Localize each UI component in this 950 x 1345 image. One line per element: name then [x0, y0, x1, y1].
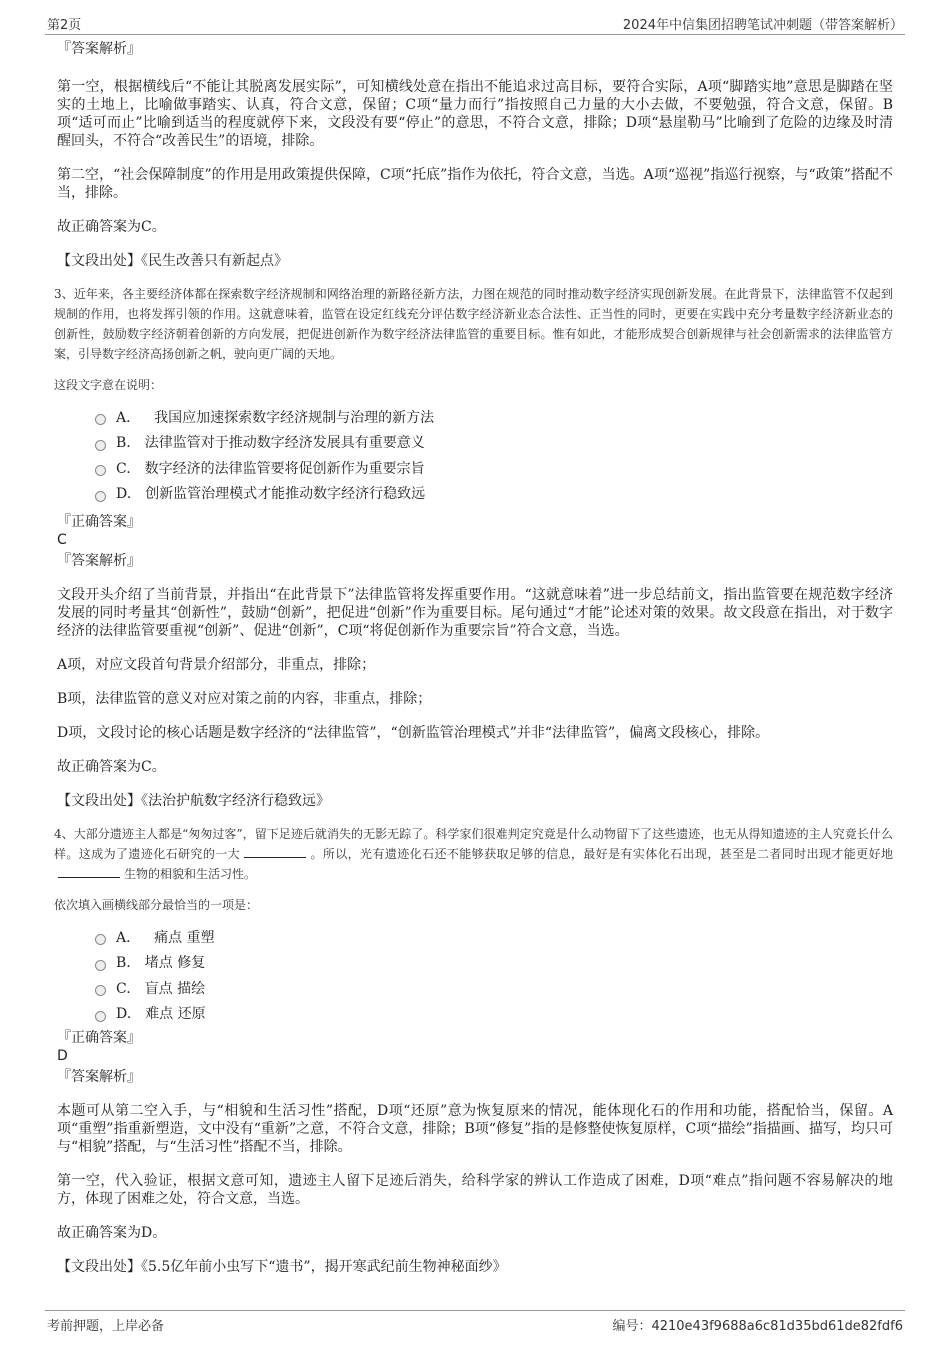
q3-analysis-para2: A项，对应文段首句背景介绍部分，非重点，排除； — [57, 657, 376, 673]
q3-stem: 3、近年来，各主要经济体都在探索数字经济规制和网络治理的新路径新方法，力图在规范的同时推动数字经济实现创新发展。在此背景下，法律监管不仅起到规制的作用，也将发挥引领的作用。这就意味着，监管在设定红线充分评估数字经济新业态合法性、正当性的同时，更要在实践中充分考量数字经济新业态的创新性，鼓励数字经济朝着创新的方向发展，把促进创新作为数字经济法律监管的重要目标。惟有如此，才能形成契合创新规律与社会创新需求的法律监管方案，引导数字经济高扬创新之帆，驶向更广阔的天地。 — [54, 287, 893, 361]
q3-answer-label: 『正确答案』 — [57, 514, 141, 530]
q3-option-a[interactable]: A． 我国应加速探索数字经济规制与治理的新方法 — [95, 405, 893, 431]
radio-icon[interactable] — [95, 985, 106, 996]
page-content — [54, 40, 893, 1290]
radio-icon[interactable] — [95, 440, 106, 451]
q2-analysis-para2: 第二空，“社会保障制度”的作用是用政策提供保障，C项“托底”指作为依托，符合文意，当选。A项“巡视”指巡行视察，与“政策”搭配不当，排除。 — [57, 167, 893, 201]
q4-options — [95, 925, 893, 1027]
q4-prompt: 依次填入画横线部分最恰当的一项是： — [54, 898, 259, 912]
q2-conclusion: 故正确答案为C。 — [57, 219, 166, 235]
q4-option-c[interactable]: C. 盲点 描绘 — [95, 976, 893, 1002]
q4-option-d[interactable]: D. 难点 还原 — [95, 1002, 893, 1028]
fill-blank-1 — [244, 845, 306, 858]
radio-icon[interactable] — [95, 934, 106, 945]
q3-answer: C — [57, 532, 67, 548]
page-number: 第2页 — [47, 18, 82, 33]
q3-source: 【文段出处】《法治护航数字经济行稳致远》 — [57, 793, 330, 809]
radio-icon[interactable] — [95, 960, 106, 971]
q3-analysis-para3: B项，法律监管的意义对应对策之前的内容，非重点，排除； — [57, 691, 432, 707]
page-footer — [45, 1310, 905, 1333]
q3-analysis-para4: D项，文段讨论的核心话题是数字经济的“法律监管”，“创新监管治理模式”并非“法律监管”，偏离文段核心，排除。 — [57, 725, 770, 741]
q3-option-b[interactable]: B. 法律监管对于推动数字经济发展具有重要意义 — [95, 431, 893, 457]
q3-analysis-para1: 文段开头介绍了当前背景，并指出“在此背景下”法律监管将发挥重要作用。“这就意味着”进一步总结前文，指出监管要在规范数字经济发展的同时考量其“创新性”，鼓励“创新”，把促进“创新”作为重要目标。尾句通过“才能”论述对策的效果。故文段意在指出，对于数字经济的法律监管要重视“创新”、促进“创新”，C项“将促创新作为重要宗旨”符合文意，当选。 — [57, 587, 893, 639]
q3-conclusion: 故正确答案为C。 — [57, 759, 166, 775]
q2-analysis-label: 『答案解析』 — [57, 41, 141, 57]
q4-answer-label: 『正确答案』 — [57, 1030, 141, 1046]
radio-icon[interactable] — [95, 465, 106, 476]
q3-option-d[interactable]: D. 创新监管治理模式才能推动数字经济行稳致远 — [95, 482, 893, 508]
q3-analysis-label: 『答案解析』 — [57, 553, 141, 569]
q4-analysis-label: 『答案解析』 — [57, 1069, 141, 1085]
q2-source: 【文段出处】《民生改善只有新起点》 — [57, 253, 288, 269]
footer-id: 编号：4210e43f9688a6c81d35bd61de82fdf6 — [612, 1319, 903, 1334]
page-header — [45, 14, 905, 35]
document-title: 2024年中信集团招聘笔试冲刺题（带答案解析） — [622, 18, 903, 33]
q4-analysis-para2: 第一空，代入验证，根据文意可知，遗迹主人留下足迹后消失，给科学家的辨认工作造成了困难，D项“难点”指问题不容易解决的地方，体现了困难之处，符合文意，当选。 — [57, 1173, 893, 1207]
footer-slogan: 考前押题，上岸必备 — [47, 1319, 165, 1334]
q4-conclusion: 故正确答案为D。 — [57, 1225, 167, 1241]
q2-analysis-para1: 第一空，根据横线后“不能让其脱离发展实际”，可知横线处意在指出不能追求过高目标，要符合实际，A项“脚踏实地”意思是脚踏在坚实的土地上，比喻做事踏实、认真，符合文意，保留；C项“量力而行”指按照自己力量的大小去做，不要勉强，符合文意，保留。B项“适可而止”比喻到适当的程度就停下来，文段没有要“停止”的意思，不符合文意，排除；D项“悬崖勒马”比喻到了危险的边缘及时清醒回头，不符合“改善民生”的语境，排除。 — [57, 79, 893, 149]
q4-option-b[interactable]: B. 堵点 修复 — [95, 951, 893, 977]
q4-analysis-para1: 本题可从第二空入手，与“相貌和生活习性”搭配，D项“还原”意为恢复原来的情况，能体现化石的作用和功能，搭配恰当，保留。A项“重塑”指重新塑造，文中没有“重新”之意，不符合文意，排除；B项“修复”指的是修整使恢复原样，C项“描绘”指描画、描写，均只可与“相貌”搭配，与“生活习性”搭配不当，排除。 — [57, 1103, 893, 1155]
radio-icon[interactable] — [95, 491, 106, 502]
q4-answer: D — [57, 1048, 68, 1064]
q3-prompt: 这段文字意在说明： — [54, 378, 163, 392]
q4-source: 【文段出处】《5.5亿年前小虫写下“遗书”，揭开寒武纪前生物神秘面纱》 — [57, 1259, 507, 1275]
fill-blank-2 — [58, 865, 120, 878]
q4-stem: 4、大部分遗迹主人都是“匆匆过客”，留下足迹后就消失的无影无踪了。科学家们很难判定究竟是什么动物留下了这些遗迹，也无从得知遗迹的主人究竟长什么样。这成为了遗迹化石研究的一大 。所以，光有遗迹化石还不能够获取足够的信息，最好是有实体化石出现，甚至是二者同时出现才能更好地生物的相貌和生活习性。 — [54, 827, 893, 881]
q3-option-c[interactable]: C. 数字经济的法律监管要将促创新作为重要宗旨 — [95, 456, 893, 482]
q4-option-a[interactable]: A． 痛点 重塑 — [95, 925, 893, 951]
radio-icon[interactable] — [95, 414, 106, 425]
q3-options — [95, 405, 893, 507]
radio-icon[interactable] — [95, 1011, 106, 1022]
